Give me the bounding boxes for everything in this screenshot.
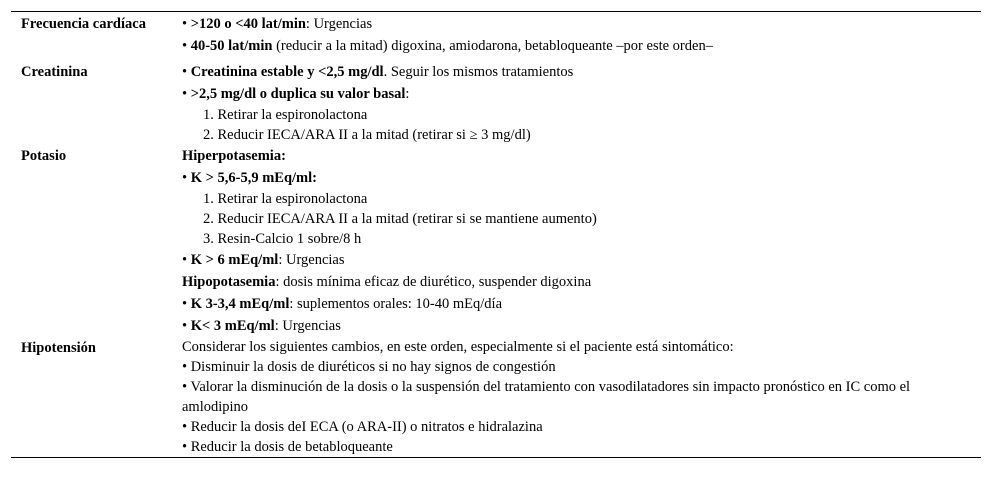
numbered-item: 2. Reducir IECA/ARA II a la mitad (retirar si ≥ 3 mg/dl) — [203, 127, 531, 143]
list-item: • 40-50 lat/min (reducir a la mitad) digoxina, amiodarona, betabloqueante –por este orden– — [182, 38, 713, 54]
row-content — [182, 13, 962, 57]
row-label-hipotension: Hipotensión — [21, 340, 96, 356]
row-content — [182, 145, 962, 337]
list-item: • K > 5,6-5,9 mEq/ml: — [182, 170, 317, 186]
table-row — [11, 12, 981, 59]
list-item: • Reducir la dosis de betabloqueante — [182, 439, 393, 455]
row-content — [182, 61, 962, 145]
row-label-creatinina: Creatinina — [21, 64, 88, 80]
recommendations-table — [11, 11, 981, 458]
section-heading-hipopotasemia: Hipopotasemia: dosis mínima eficaz de diurético, suspender digoxina — [182, 274, 592, 290]
list-item: • Creatinina estable y <2,5 mg/dl. Seguir los mismos tratamientos — [182, 64, 574, 80]
numbered-item: 2. Reducir IECA/ARA II a la mitad (retirar si se mantiene aumento) — [203, 211, 597, 227]
table-row — [11, 59, 981, 145]
list-item: • Disminuir la dosis de diuréticos si no hay signos de congestión — [182, 359, 556, 375]
row-content — [182, 337, 962, 457]
section-heading-hiperpotasemia: Hiperpotasemia: — [182, 148, 286, 164]
list-item: • Valorar la disminución de la dosis o la suspensión del tratamiento con vasodilatadores sin impacto pronóstico en IC como el amlodipino — [182, 379, 911, 415]
list-item: • Reducir la dosis deI ECA (o ARA-II) o nitratos e hidralazina — [182, 419, 543, 435]
numbered-item: 3. Resin-Calcio 1 sobre/8 h — [203, 231, 362, 247]
list-item: • K > 6 mEq/ml: Urgencias — [182, 252, 345, 268]
numbered-item: 1. Retirar la espironolactona — [203, 107, 368, 123]
row-intro-text: Considerar los siguientes cambios, en este orden, especialmente si el paciente está sintomático: — [182, 339, 734, 355]
numbered-item: 1. Retirar la espironolactona — [203, 191, 368, 207]
list-item: • >120 o <40 lat/min: Urgencias — [182, 16, 373, 32]
list-item: • >2,5 mg/dl o duplica su valor basal: — [182, 86, 410, 102]
list-item: • K 3-3,4 mEq/ml: suplementos orales: 10-40 mEq/día — [182, 296, 503, 312]
table-row — [11, 335, 981, 457]
row-label-potasio: Potasio — [21, 148, 67, 164]
row-label-frecuencia-cardiaca: Frecuencia cardíaca — [21, 16, 146, 32]
list-item: • K< 3 mEq/ml: Urgencias — [182, 318, 341, 334]
table-row — [11, 145, 981, 335]
